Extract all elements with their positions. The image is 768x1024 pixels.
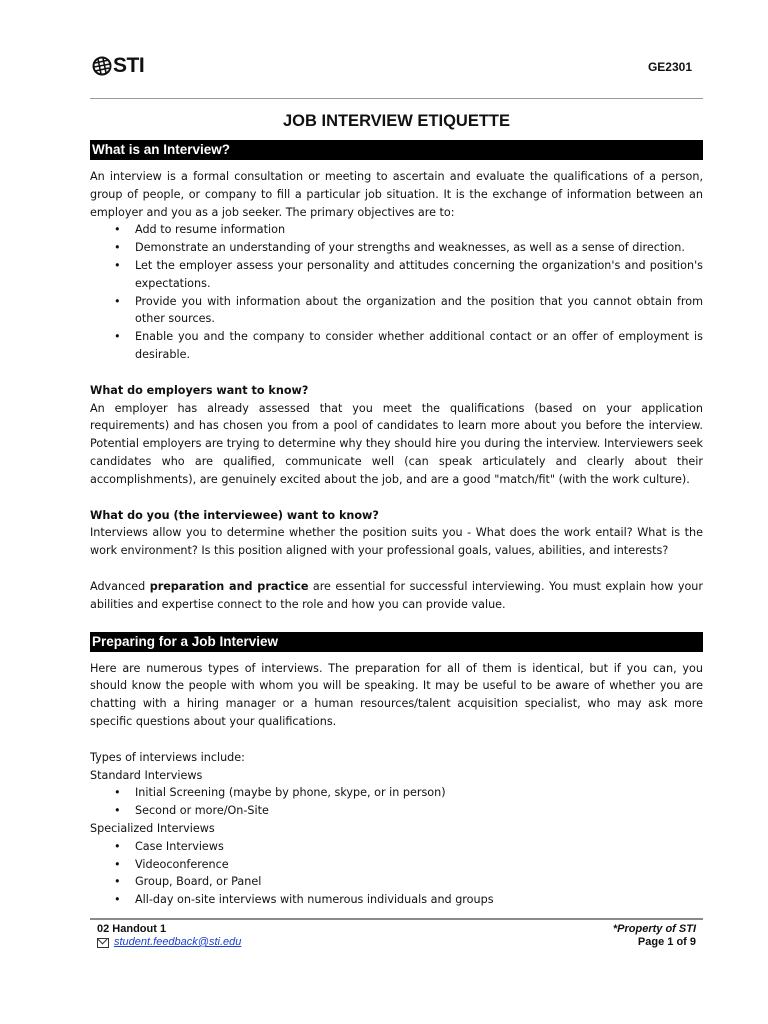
list-item: • Initial Screening (maybe by phone, skype, or in person) [90, 784, 703, 802]
list-item: • Case Interviews [90, 838, 703, 856]
list-item: • Enable you and the company to consider whether additional contact or an offer of employment is desirable. [90, 328, 703, 364]
interviewee-subheading: What do you (the interviewee) want to know? [90, 508, 379, 522]
page-number: Page 1 of 9 [637, 936, 696, 948]
footer-left [97, 923, 241, 949]
advanced-preparation-text: Advanced preparation and practice are essential for successful interviewing. You must explain how your abilities and expertise connect to the role and how you can provide value. [90, 579, 703, 611]
employers-text: An employer has already assessed that you meet the qualifications (based on your application requirements) and has chosen you from a pool of candidates to learn more about you before the interview. Potential employers are trying to determine why they should hire you during the interview. Interviewers seek candidates who are qualified, communicate well (can speak articulately and clearly about their accomplishments), are genuinely excited about the job, and are a good "match/fit" (with the work culture). [90, 401, 703, 486]
interview-intro: An interview is a formal consultation or meeting to ascertain and evaluate the qualifications of a person, group of people, or company to fill a particular job situation. It is the exchange of information between an employer and you as a job seeker. The primary objectives are to: [90, 170, 703, 219]
footer-divider [90, 918, 703, 920]
course-code: GE2301 [647, 60, 692, 74]
interviewee-text: Interviews allow you to determine whether the position suits you - What does the work entail? What is the work environment? Is this position aligned with your professional goals, values, abilities, and interests? [90, 526, 703, 558]
footer-right [613, 923, 696, 949]
header-divider [90, 98, 703, 99]
logo-text: STI [113, 54, 145, 77]
specialized-label: Specialized Interviews [90, 821, 215, 835]
employers-subheading: What do employers want to know? [90, 383, 309, 397]
main-content [90, 140, 703, 909]
globe-icon [92, 56, 112, 76]
sti-logo [92, 56, 144, 76]
list-item: • Demonstrate an understanding of your strengths and weaknesses, as well as a sense of direction. [90, 239, 703, 257]
list-item: • Add to resume information [90, 221, 703, 239]
preparing-intro: Here are numerous types of interviews. The preparation for all of them is identical, but if you can, you should know the people with whom you will be speaking. It may be useful to be aware of whether you are chatting with a hiring manager or a human resources/talent acquisition specialist, who may ask more specific questions about your qualifications. [90, 661, 703, 728]
standard-label: Standard Interviews [90, 768, 203, 782]
list-item: • Second or more/On-Site [90, 802, 703, 820]
specialized-list [90, 838, 703, 909]
page-title: JOB INTERVIEW ETIQUETTE [282, 112, 511, 130]
list-item: • All-day on-site interviews with numerous individuals and groups [90, 891, 703, 909]
envelope-icon [97, 938, 109, 948]
section-heading-preparing: Preparing for a Job Interview [90, 632, 703, 652]
list-item: • Videoconference [90, 856, 703, 874]
feedback-email-link[interactable]: student.feedback@sti.edu [114, 936, 242, 948]
objectives-list [90, 221, 703, 363]
list-item: • Let the employer assess your personality and attitudes concerning the organization's and position's expectations. [90, 257, 703, 293]
handout-label: 02 Handout 1 [97, 923, 167, 935]
section-heading-what-is-interview: What is an Interview? [90, 140, 703, 160]
bold-phrase: preparation and practice [149, 579, 309, 593]
list-item: • Group, Board, or Panel [90, 873, 703, 891]
types-label: Types of interviews include: [90, 750, 245, 764]
standard-list [90, 784, 703, 820]
list-item: • Provide you with information about the organization and the position that you cannot obtain from other sources. [90, 293, 703, 329]
property-label: *Property of STI [612, 923, 696, 935]
